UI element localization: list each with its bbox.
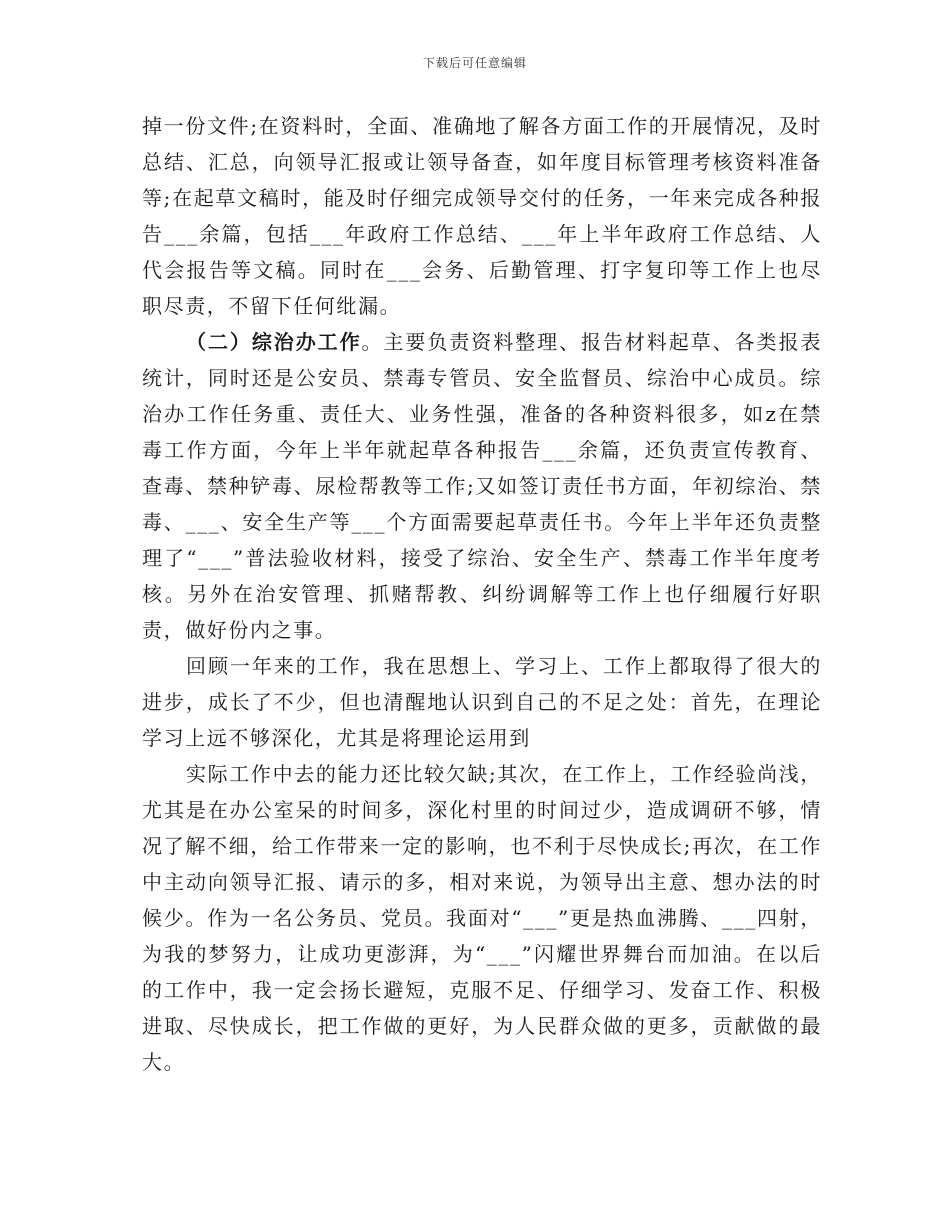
paragraph-review: 回顾一年来的工作，我在思想上、学习上、工作上都取得了很大的进步，成长了不少，但也清醒地认识到自己的不足之处：首先，在理论学习上远不够深化，尤其是将理论运用到 bbox=[142, 654, 822, 750]
paragraph-continuation: 掉一份文件;在资料时，全面、准确地了解各方面工作的开展情况，及时总结、汇总，向领导汇报或让领导备查，如年度目标管理考核资料准备等;在起草文稿时，能及时仔细完成领导交付的任务，一年来完成各种报告___余篇，包括___年政府工作总结、___年上半年政府工作总结、人代会报告等文稿。同时在___会务、后勤管理、打字复印等工作上也尽职尽责，不留下任何纰漏。 bbox=[142, 114, 822, 318]
section-heading: （二）综治办工作 bbox=[186, 330, 362, 354]
page-header-note: 下载后可任意编辑 bbox=[422, 56, 527, 70]
document-body bbox=[142, 108, 822, 1080]
paragraph-shortcomings: 实际工作中去的能力还比较欠缺;其次，在工作上，工作经验尚浅，尤其是在办公室呆的时间多，深化村里的时间过少，造成调研不够，情况了解不细，给工作带来一定的影响，也不利于尽快成长;再次，在工作中主动向领导汇报、请示的多，相对来说，为领导出主意、想办法的时候少。作为一名公务员、党员。我面对“___”更是热血沸腾、___四射，为我的梦努力，让成功更澎湃，为“___”闪耀世界舞台而加油。在以后的工作中，我一定会扬长避短，克服不足、仔细学习、发奋工作、积极进取、尽快成长，把工作做的更好，为人民群众做的更多，贡献做的最大。 bbox=[142, 762, 822, 1074]
paragraph-body: 。主要负责资料整理、报告材料起草、各类报表统计，同时还是公安员、禁毒专管员、安全监督员、综治中心成员。综治办工作任务重、责任大、业务性强，准备的各种资料很多，如z在禁毒工作方面，今年上半年就起草各种报告___余篇，还负责宣传教育、查毒、禁种铲毒、尿检帮教等工作;又如签订责任书方面，年初综治、禁毒、___、安全生产等___个方面需要起草责任书。今年上半年还负责整理了“___”普法验收材料，接受了综治、安全生产、禁毒工作半年度考核。另外在治安管理、抓赌帮教、纠纷调解等工作上也仔细履行好职责，做好份内之事。 bbox=[142, 330, 822, 642]
paragraph-comprehensive-office bbox=[142, 324, 822, 648]
